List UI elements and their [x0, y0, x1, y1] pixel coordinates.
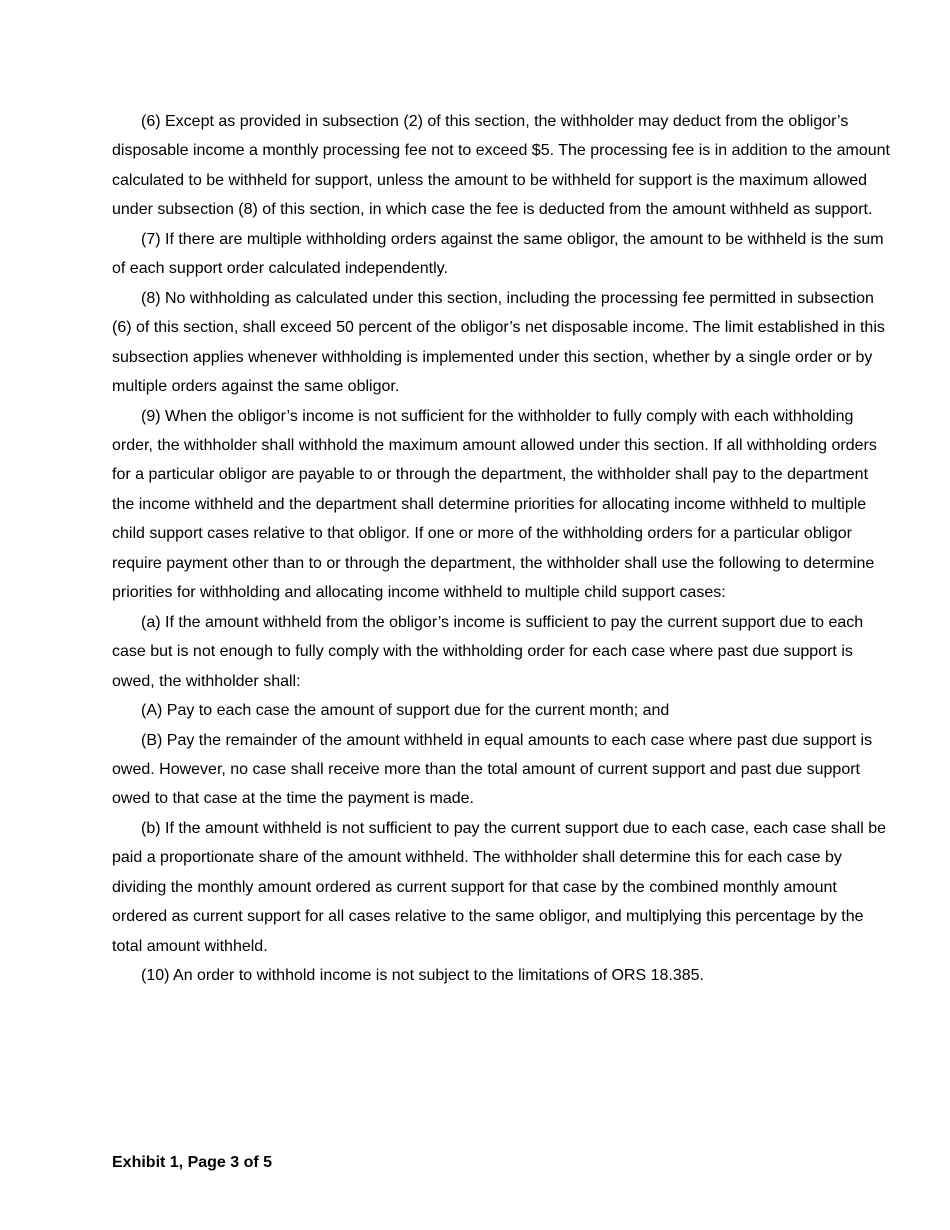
paragraph-9b: (b) If the amount withheld is not sufficient to pay the current support due to each case, each case shall be paid a proportionate share of the amount withheld. The withholder shall determine this for each case by dividing the monthly amount ordered as current support for that case by the combined monthly amount ordered as current support for all cases relative to the same obligor, and multiplying this percentage by the total amount withheld. [112, 819, 887, 955]
paragraph-8: (8) No withholding as calculated under this section, including the processing fee permitted in subsection (6) of this section, shall exceed 50 percent of the obligor’s net disposable income. The limit established in this subsection applies whenever withholding is implemented under this section, whether by a single order or by multiple orders against the same obligor. [112, 289, 885, 396]
document-body [112, 107, 890, 991]
paragraph-9a: (a) If the amount withheld from the obligor’s income is sufficient to pay the current support due to each case but is not enough to fully comply with the withholding order for each case where past due support is owed, the withholder shall: [112, 613, 864, 690]
paragraph-9: (9) When the obligor’s income is not sufficient for the withholder to fully comply with each withholding order, the withholder shall withhold the maximum amount allowed under this section. If all withholding orders for a particular obligor are payable to or through the department, the withholder shall pay to the department the income withheld and the department shall determine priorities for allocating income withheld to multiple child support cases relative to that obligor. If one or more of the withholding orders for a particular obligor require payment other than to or through the department, the withholder shall use the following to determine priorities for withholding and allocating income withheld to multiple child support cases: [112, 407, 877, 602]
paragraph-9a-B: (B) Pay the remainder of the amount withheld in equal amounts to each case where past due support is owed. However, no case shall receive more than the total amount of current support and past due support owed to that case at the time the payment is made. [112, 731, 873, 808]
page-footer: Exhibit 1, Page 3 of 5 [112, 1154, 273, 1171]
paragraph-6: (6) Except as provided in subsection (2) of this section, the withholder may deduct from the obligor’s disposable income a monthly processing fee not to exceed $5. The processing fee is in addition to the amount calculated to be withheld for support, unless the amount to be withheld for support is the maximum allowed under subsection (8) of this section, in which case the fee is deducted from the amount withheld as support. [112, 113, 890, 219]
paragraph-10: (10) An order to withhold income is not subject to the limitations of ORS 18.385. [141, 967, 704, 985]
paragraph-7: (7) If there are multiple withholding orders against the same obligor, the amount to be withheld is the sum of each support order calculated independently. [112, 230, 884, 278]
paragraph-9a-A: (A) Pay to each case the amount of support due for the current month; and [141, 702, 670, 720]
